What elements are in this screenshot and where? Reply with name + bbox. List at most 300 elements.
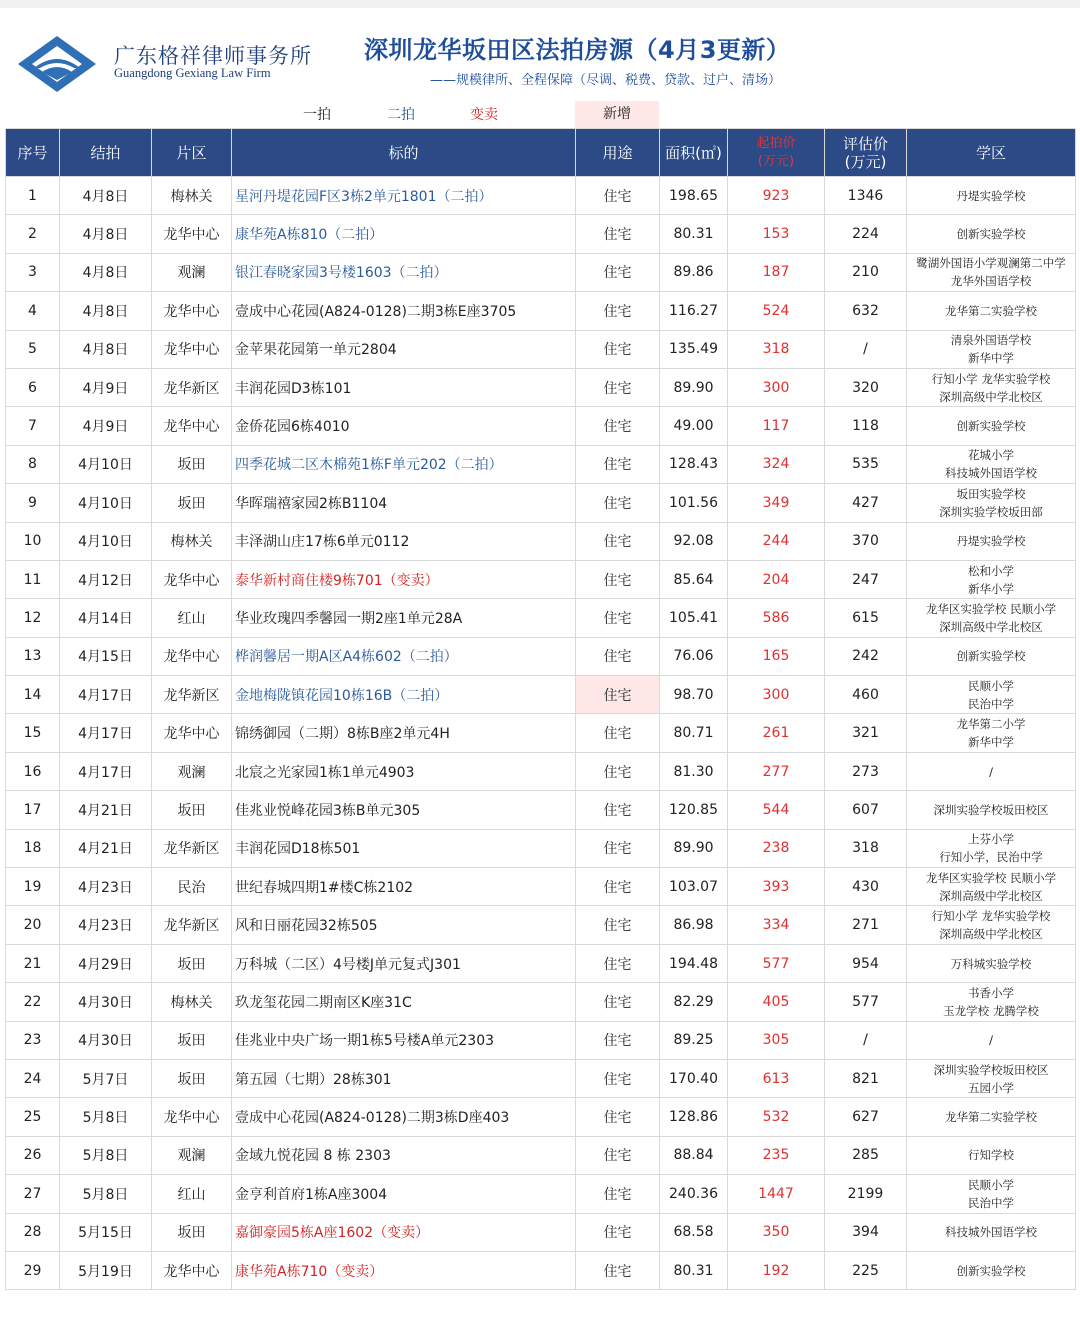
table-row bbox=[6, 676, 1076, 714]
property-name[interactable]: 佳兆业悦峰花园3栋B单元305 bbox=[232, 791, 576, 829]
floor-area: 128.86 bbox=[660, 1098, 728, 1136]
appraised-price: 460 bbox=[825, 676, 907, 714]
legend-second-auction: 二拍 bbox=[387, 107, 415, 123]
row-number: 18 bbox=[6, 829, 60, 867]
district: 坂田 bbox=[152, 1059, 232, 1097]
school-district bbox=[907, 791, 1076, 829]
property-name[interactable]: 玖龙玺花园二期南区K座31C bbox=[232, 983, 576, 1021]
property-use: 住宅 bbox=[576, 599, 660, 637]
row-number: 21 bbox=[6, 944, 60, 982]
school-name: 行知学校 bbox=[968, 1148, 1014, 1163]
starting-price: 334 bbox=[728, 906, 825, 944]
starting-price: 613 bbox=[728, 1059, 825, 1097]
school-name: 新华中学 bbox=[968, 735, 1014, 750]
district: 龙华中心 bbox=[152, 714, 232, 752]
school-district bbox=[907, 1213, 1076, 1251]
property-name[interactable]: 四季花城二区木棉苑1栋F单元202（二拍） bbox=[232, 445, 576, 483]
auction-date: 4月29日 bbox=[60, 944, 152, 982]
appraised-price: 210 bbox=[825, 253, 907, 291]
property-use: 住宅 bbox=[576, 1136, 660, 1174]
appraised-price: 535 bbox=[825, 445, 907, 483]
school-name: 坂田实验学校 bbox=[956, 486, 1026, 501]
school-name: 深圳高级中学北校区 bbox=[939, 888, 1043, 903]
school-name: 创新实验学校 bbox=[956, 227, 1026, 242]
col-header-size: 面积(㎡) bbox=[660, 129, 728, 177]
table-row bbox=[6, 1136, 1076, 1174]
appraised-price: 321 bbox=[825, 714, 907, 752]
row-number: 26 bbox=[6, 1136, 60, 1174]
school-name: 龙华第二小学 bbox=[956, 717, 1026, 732]
district: 红山 bbox=[152, 599, 232, 637]
row-number: 20 bbox=[6, 906, 60, 944]
district: 坂田 bbox=[152, 944, 232, 982]
auction-date: 4月12日 bbox=[60, 560, 152, 598]
district: 龙华中心 bbox=[152, 215, 232, 253]
auction-date: 4月30日 bbox=[60, 983, 152, 1021]
floor-area: 92.08 bbox=[660, 522, 728, 560]
school-name: 行知小学，民治中学 bbox=[939, 850, 1043, 865]
property-use: 住宅 bbox=[576, 983, 660, 1021]
table-row bbox=[6, 868, 1076, 906]
row-number: 1 bbox=[6, 177, 60, 215]
property-use: 住宅 bbox=[576, 292, 660, 330]
col-header-eval bbox=[825, 129, 907, 177]
page-header bbox=[0, 14, 1080, 100]
auction-date: 5月8日 bbox=[60, 1098, 152, 1136]
school-name: 民治中学 bbox=[968, 1195, 1014, 1210]
school-district bbox=[907, 177, 1076, 215]
starting-price: 187 bbox=[728, 253, 825, 291]
school-district bbox=[907, 829, 1076, 867]
starting-price: 235 bbox=[728, 1136, 825, 1174]
property-name[interactable]: 丰润花园D18栋501 bbox=[232, 829, 576, 867]
table-row bbox=[6, 829, 1076, 867]
district: 坂田 bbox=[152, 1213, 232, 1251]
district: 龙华新区 bbox=[152, 676, 232, 714]
property-name[interactable]: 第五园（七期）28栋301 bbox=[232, 1059, 576, 1097]
floor-area: 194.48 bbox=[660, 944, 728, 982]
school-name: 龙华区实验学校 民顺小学 bbox=[925, 870, 1057, 885]
page-title: 深圳龙华坂田区法拍房源（4月3更新） bbox=[364, 36, 791, 64]
district: 龙华中心 bbox=[152, 292, 232, 330]
auction-date: 4月10日 bbox=[60, 484, 152, 522]
school-district bbox=[907, 484, 1076, 522]
floor-area: 89.90 bbox=[660, 829, 728, 867]
starting-price: 405 bbox=[728, 983, 825, 1021]
district: 龙华中心 bbox=[152, 407, 232, 445]
floor-area: 86.98 bbox=[660, 906, 728, 944]
school-name: 民顺小学 bbox=[968, 1177, 1014, 1192]
starting-price: 277 bbox=[728, 752, 825, 790]
school-name: 鹭湖外国语小学观澜第二中学 bbox=[916, 256, 1066, 271]
floor-area: 49.00 bbox=[660, 407, 728, 445]
floor-area: 68.58 bbox=[660, 1213, 728, 1251]
property-use: 住宅 bbox=[576, 1251, 660, 1289]
school-name: / bbox=[989, 1033, 993, 1048]
table-row bbox=[6, 599, 1076, 637]
floor-area: 85.64 bbox=[660, 560, 728, 598]
district: 龙华中心 bbox=[152, 1251, 232, 1289]
auction-date: 5月7日 bbox=[60, 1059, 152, 1097]
starting-price: 261 bbox=[728, 714, 825, 752]
table-row bbox=[6, 1175, 1076, 1213]
table-row bbox=[6, 752, 1076, 790]
property-name[interactable]: 风和日丽花园32栋505 bbox=[232, 906, 576, 944]
property-use: 住宅 bbox=[576, 522, 660, 560]
school-name: 新华中学 bbox=[968, 351, 1014, 366]
row-number: 11 bbox=[6, 560, 60, 598]
floor-area: 120.85 bbox=[660, 791, 728, 829]
auction-date: 5月8日 bbox=[60, 1136, 152, 1174]
starting-price: 524 bbox=[728, 292, 825, 330]
district: 观澜 bbox=[152, 752, 232, 790]
row-number: 22 bbox=[6, 983, 60, 1021]
property-name[interactable]: 康华苑A栋810（二拍） bbox=[232, 215, 576, 253]
property-use: 住宅 bbox=[576, 368, 660, 406]
district: 观澜 bbox=[152, 253, 232, 291]
district: 龙华中心 bbox=[152, 560, 232, 598]
property-use: 住宅 bbox=[576, 330, 660, 368]
row-number: 28 bbox=[6, 1213, 60, 1251]
school-district bbox=[907, 868, 1076, 906]
col-header-name: 标的 bbox=[232, 129, 576, 177]
school-name: 丹堤实验学校 bbox=[956, 188, 1026, 203]
row-number: 7 bbox=[6, 407, 60, 445]
auction-date: 4月8日 bbox=[60, 330, 152, 368]
table-row bbox=[6, 330, 1076, 368]
starting-price: 350 bbox=[728, 1213, 825, 1251]
starting-price: 305 bbox=[728, 1021, 825, 1059]
floor-area: 128.43 bbox=[660, 445, 728, 483]
row-number: 19 bbox=[6, 868, 60, 906]
col-header-date: 结拍 bbox=[60, 129, 152, 177]
table-row bbox=[6, 560, 1076, 598]
row-number: 6 bbox=[6, 368, 60, 406]
floor-area: 89.90 bbox=[660, 368, 728, 406]
starting-price: 324 bbox=[728, 445, 825, 483]
firm-name-cn: 广东格祥律师事务所 bbox=[114, 44, 312, 68]
property-name[interactable]: 丰润花园D3栋101 bbox=[232, 368, 576, 406]
table-row bbox=[6, 253, 1076, 291]
school-name: 深圳实验学校坂田部 bbox=[939, 504, 1043, 519]
top-band bbox=[0, 0, 1080, 8]
school-district bbox=[907, 599, 1076, 637]
school-district bbox=[907, 906, 1076, 944]
school-district bbox=[907, 1021, 1076, 1059]
property-name[interactable]: 佳兆业中央广场一期1栋5号楼A单元2303 bbox=[232, 1021, 576, 1059]
district: 观澜 bbox=[152, 1136, 232, 1174]
starting-price: 165 bbox=[728, 637, 825, 675]
auction-date: 4月21日 bbox=[60, 829, 152, 867]
row-number: 25 bbox=[6, 1098, 60, 1136]
appraised-price: 320 bbox=[825, 368, 907, 406]
school-district bbox=[907, 637, 1076, 675]
property-use: 住宅 bbox=[576, 560, 660, 598]
auction-date: 4月10日 bbox=[60, 522, 152, 560]
school-name: 书香小学 bbox=[968, 985, 1014, 1000]
property-name[interactable]: 星河丹堤花园F区3栋2单元1801（二拍） bbox=[232, 177, 576, 215]
row-number: 2 bbox=[6, 215, 60, 253]
table-row bbox=[6, 215, 1076, 253]
property-name[interactable]: 桦润馨居一期A区A4栋602（二拍） bbox=[232, 637, 576, 675]
property-use: 住宅 bbox=[576, 1059, 660, 1097]
property-name[interactable]: 北宸之光家园1栋1单元4903 bbox=[232, 752, 576, 790]
school-name: 上芬小学 bbox=[968, 832, 1014, 847]
appraised-price: 273 bbox=[825, 752, 907, 790]
district: 梅林关 bbox=[152, 177, 232, 215]
price-header-line1: 起拍价 bbox=[756, 135, 796, 151]
property-name[interactable]: 世纪春城四期1#楼C栋2102 bbox=[232, 868, 576, 906]
school-name: 深圳实验学校坂田校区 bbox=[933, 802, 1049, 817]
page-subtitle: ——规模律所、全程保障（尽调、税费、贷款、过户、清场） bbox=[430, 73, 782, 88]
district: 龙华中心 bbox=[152, 1098, 232, 1136]
school-name: 民治中学 bbox=[968, 696, 1014, 711]
row-number: 29 bbox=[6, 1251, 60, 1289]
property-name[interactable]: 嘉御豪园5栋A座1602（变卖） bbox=[232, 1213, 576, 1251]
table-header-row bbox=[6, 129, 1076, 177]
floor-area: 82.29 bbox=[660, 983, 728, 1021]
appraised-price: 427 bbox=[825, 484, 907, 522]
school-district bbox=[907, 752, 1076, 790]
auction-date: 4月17日 bbox=[60, 714, 152, 752]
auction-date: 4月17日 bbox=[60, 676, 152, 714]
auction-date: 5月15日 bbox=[60, 1213, 152, 1251]
district: 民治 bbox=[152, 868, 232, 906]
school-name: 深圳高级中学北校区 bbox=[939, 389, 1043, 404]
school-district bbox=[907, 445, 1076, 483]
district: 梅林关 bbox=[152, 983, 232, 1021]
property-use: 住宅 bbox=[576, 829, 660, 867]
school-name: 五园小学 bbox=[968, 1080, 1014, 1095]
auction-date: 4月21日 bbox=[60, 791, 152, 829]
floor-area: 80.31 bbox=[660, 1251, 728, 1289]
starting-price: 349 bbox=[728, 484, 825, 522]
table-row bbox=[6, 368, 1076, 406]
property-use: 住宅 bbox=[576, 445, 660, 483]
school-name: 民顺小学 bbox=[968, 678, 1014, 693]
row-number: 17 bbox=[6, 791, 60, 829]
floor-area: 81.30 bbox=[660, 752, 728, 790]
floor-area: 80.31 bbox=[660, 215, 728, 253]
property-name[interactable]: 丰泽湖山庄17栋6单元0112 bbox=[232, 522, 576, 560]
auction-date: 4月8日 bbox=[60, 253, 152, 291]
auction-date: 4月14日 bbox=[60, 599, 152, 637]
starting-price: 300 bbox=[728, 676, 825, 714]
auction-date: 4月9日 bbox=[60, 407, 152, 445]
starting-price: 1447 bbox=[728, 1175, 825, 1213]
property-name[interactable]: 金亨利首府1栋A座3004 bbox=[232, 1175, 576, 1213]
table-row bbox=[6, 714, 1076, 752]
row-number: 9 bbox=[6, 484, 60, 522]
starting-price: 300 bbox=[728, 368, 825, 406]
auction-date: 5月8日 bbox=[60, 1175, 152, 1213]
floor-area: 101.56 bbox=[660, 484, 728, 522]
property-use: 住宅 bbox=[576, 637, 660, 675]
property-name[interactable]: 华晖瑞禧家园2栋B1104 bbox=[232, 484, 576, 522]
appraised-price: 370 bbox=[825, 522, 907, 560]
appraised-price: 607 bbox=[825, 791, 907, 829]
school-name: 科技城外国语学校 bbox=[945, 1225, 1037, 1240]
starting-price: 393 bbox=[728, 868, 825, 906]
school-name: 行知小学 龙华实验学校 bbox=[931, 371, 1051, 386]
property-name[interactable]: 华业玫瑰四季馨园一期2座1单元28A bbox=[232, 599, 576, 637]
property-name[interactable]: 金侨花园6栋4010 bbox=[232, 407, 576, 445]
appraised-price: 285 bbox=[825, 1136, 907, 1174]
table-row bbox=[6, 484, 1076, 522]
property-use: 住宅 bbox=[576, 407, 660, 445]
floor-area: 76.06 bbox=[660, 637, 728, 675]
school-district bbox=[907, 253, 1076, 291]
property-name[interactable]: 银江春晓家园3号楼1603（二拍） bbox=[232, 253, 576, 291]
property-name[interactable]: 壹成中心花园(A824-0128)二期3栋E座3705 bbox=[232, 292, 576, 330]
table-row bbox=[6, 791, 1076, 829]
school-name: 龙华区实验学校 民顺小学 bbox=[925, 601, 1057, 616]
school-name: 深圳高级中学北校区 bbox=[939, 619, 1043, 634]
firm-logo-icon bbox=[16, 34, 98, 94]
property-use: 住宅 bbox=[576, 676, 660, 714]
district: 龙华新区 bbox=[152, 368, 232, 406]
floor-area: 170.40 bbox=[660, 1059, 728, 1097]
school-name: 创新实验学校 bbox=[956, 649, 1026, 664]
school-name: 龙华第二实验学校 bbox=[945, 1110, 1037, 1125]
appraised-price: 247 bbox=[825, 560, 907, 598]
school-district bbox=[907, 560, 1076, 598]
auction-date: 4月8日 bbox=[60, 215, 152, 253]
table-row bbox=[6, 983, 1076, 1021]
starting-price: 318 bbox=[728, 330, 825, 368]
floor-area: 89.25 bbox=[660, 1021, 728, 1059]
table-row bbox=[6, 1098, 1076, 1136]
school-district bbox=[907, 983, 1076, 1021]
school-name: 龙华外国语学校 bbox=[950, 274, 1032, 289]
school-district bbox=[907, 1175, 1076, 1213]
school-name: 深圳实验学校坂田校区 bbox=[933, 1062, 1049, 1077]
listing-table bbox=[5, 128, 1076, 1290]
school-name: 万科城实验学校 bbox=[950, 956, 1032, 971]
auction-date: 4月10日 bbox=[60, 445, 152, 483]
starting-price: 532 bbox=[728, 1098, 825, 1136]
appraised-price: 615 bbox=[825, 599, 907, 637]
row-number: 23 bbox=[6, 1021, 60, 1059]
appraised-price: 242 bbox=[825, 637, 907, 675]
auction-date: 5月19日 bbox=[60, 1251, 152, 1289]
floor-area: 80.71 bbox=[660, 714, 728, 752]
starting-price: 153 bbox=[728, 215, 825, 253]
legend-resale: 变卖 bbox=[470, 107, 498, 123]
col-header-price bbox=[728, 129, 825, 177]
property-use: 住宅 bbox=[576, 714, 660, 752]
district: 龙华新区 bbox=[152, 829, 232, 867]
floor-area: 135.49 bbox=[660, 330, 728, 368]
col-header-school: 学区 bbox=[907, 129, 1076, 177]
district: 红山 bbox=[152, 1175, 232, 1213]
starting-price: 244 bbox=[728, 522, 825, 560]
row-number: 3 bbox=[6, 253, 60, 291]
property-name[interactable]: 万科城（二区）4号楼J单元复式J301 bbox=[232, 944, 576, 982]
appraised-price: 627 bbox=[825, 1098, 907, 1136]
property-use: 住宅 bbox=[576, 1098, 660, 1136]
floor-area: 103.07 bbox=[660, 868, 728, 906]
school-name: 松和小学 bbox=[968, 563, 1014, 578]
property-name[interactable]: 康华苑A栋710（变卖） bbox=[232, 1251, 576, 1289]
auction-date: 4月23日 bbox=[60, 868, 152, 906]
row-number: 15 bbox=[6, 714, 60, 752]
floor-area: 198.65 bbox=[660, 177, 728, 215]
price-header-line2: (万元) bbox=[757, 153, 795, 169]
appraised-price: 224 bbox=[825, 215, 907, 253]
floor-area: 240.36 bbox=[660, 1175, 728, 1213]
school-district bbox=[907, 522, 1076, 560]
table-row bbox=[6, 522, 1076, 560]
row-number: 24 bbox=[6, 1059, 60, 1097]
school-name: 科技城外国语学校 bbox=[945, 466, 1037, 481]
starting-price: 117 bbox=[728, 407, 825, 445]
property-use: 住宅 bbox=[576, 791, 660, 829]
property-use: 住宅 bbox=[576, 906, 660, 944]
table-row bbox=[6, 637, 1076, 675]
table-row bbox=[6, 445, 1076, 483]
floor-area: 98.70 bbox=[660, 676, 728, 714]
appraised-price: 225 bbox=[825, 1251, 907, 1289]
eval-header-line2: (万元) bbox=[844, 152, 887, 171]
table-row bbox=[6, 906, 1076, 944]
property-name[interactable]: 金地梅陇镇花园10栋16B（二拍） bbox=[232, 676, 576, 714]
auction-date: 4月23日 bbox=[60, 906, 152, 944]
table-row bbox=[6, 177, 1076, 215]
district: 坂田 bbox=[152, 484, 232, 522]
district: 龙华中心 bbox=[152, 330, 232, 368]
appraised-price: 394 bbox=[825, 1213, 907, 1251]
auction-date: 4月15日 bbox=[60, 637, 152, 675]
property-use: 住宅 bbox=[576, 215, 660, 253]
district: 坂田 bbox=[152, 445, 232, 483]
auction-date: 4月17日 bbox=[60, 752, 152, 790]
legend-first-auction: 一拍 bbox=[303, 107, 331, 123]
property-name[interactable]: 泰华新村商住楼9栋701（变卖） bbox=[232, 560, 576, 598]
property-name[interactable]: 锦绣御园（二期）8栋B座2单元4H bbox=[232, 714, 576, 752]
school-district bbox=[907, 676, 1076, 714]
school-name: 丹堤实验学校 bbox=[956, 534, 1026, 549]
school-district bbox=[907, 944, 1076, 982]
property-name[interactable]: 壹成中心花园(A824-0128)二期3栋D座403 bbox=[232, 1098, 576, 1136]
school-district bbox=[907, 407, 1076, 445]
auction-date: 4月30日 bbox=[60, 1021, 152, 1059]
row-number: 4 bbox=[6, 292, 60, 330]
auction-date: 4月8日 bbox=[60, 177, 152, 215]
table-row bbox=[6, 1021, 1076, 1059]
school-district bbox=[907, 1098, 1076, 1136]
table-row bbox=[6, 1059, 1076, 1097]
property-use: 住宅 bbox=[576, 752, 660, 790]
eval-header-line1: 评估价 bbox=[842, 134, 888, 153]
row-number: 5 bbox=[6, 330, 60, 368]
property-name[interactable]: 金域九悦花园 8 栋 2303 bbox=[232, 1136, 576, 1174]
school-name: / bbox=[989, 764, 993, 779]
appraised-price: 118 bbox=[825, 407, 907, 445]
firm-name-en: Guangdong Gexiang Law Firm bbox=[114, 66, 271, 80]
school-name: 深圳高级中学北校区 bbox=[939, 927, 1043, 942]
property-name[interactable]: 金苹果花园第一单元2804 bbox=[232, 330, 576, 368]
table-row bbox=[6, 1251, 1076, 1289]
school-name: 新华小学 bbox=[968, 581, 1014, 596]
appraised-price: 2199 bbox=[825, 1175, 907, 1213]
col-header-no: 序号 bbox=[6, 129, 60, 177]
appraised-price: 577 bbox=[825, 983, 907, 1021]
col-header-area: 片区 bbox=[152, 129, 232, 177]
property-use: 住宅 bbox=[576, 1021, 660, 1059]
school-district bbox=[907, 1136, 1076, 1174]
school-name: 行知小学 龙华实验学校 bbox=[931, 909, 1051, 924]
